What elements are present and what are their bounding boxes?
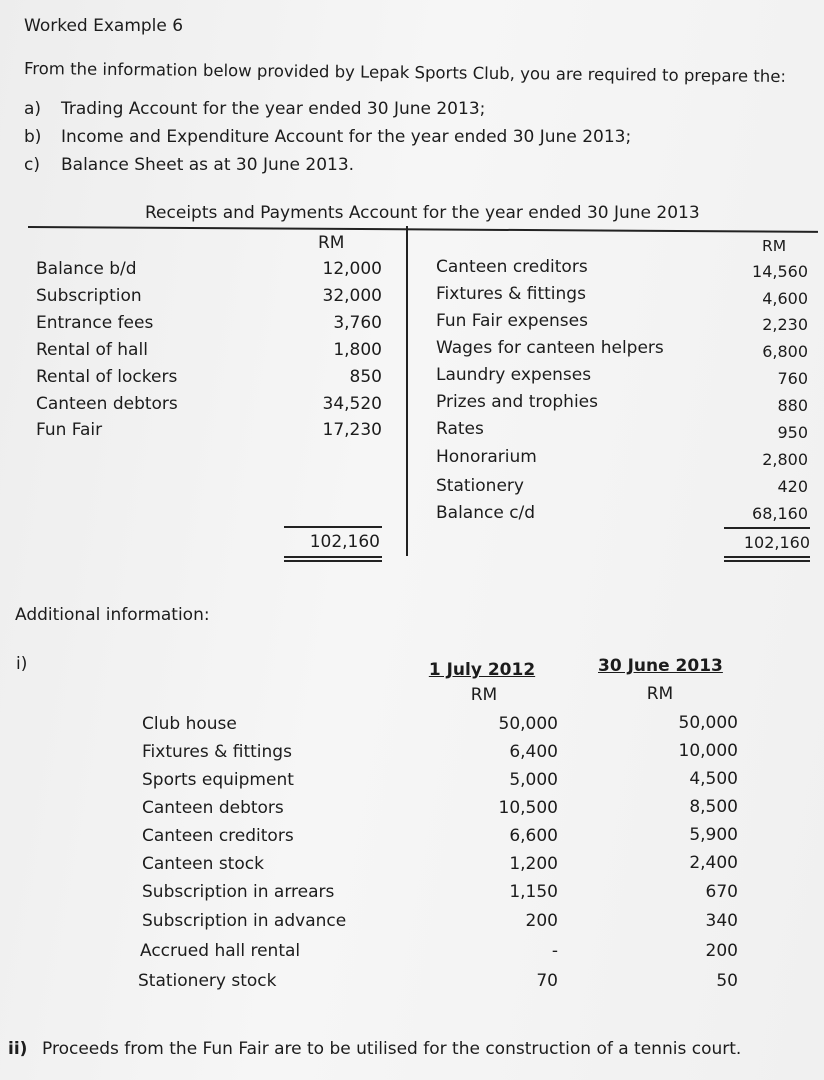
- payment-amount: 2,800: [762, 450, 808, 469]
- receipt-amount: 12,000: [322, 259, 382, 279]
- payment-amount: 68,160: [752, 504, 808, 523]
- table-row-value-2012: 1,200: [509, 854, 558, 874]
- task-b-marker: b): [24, 127, 42, 147]
- receipt-label: Rental of hall: [36, 340, 148, 360]
- additional-info-title: Additional information:: [15, 605, 210, 625]
- table-row-value-2013: 2,400: [689, 853, 738, 873]
- receipt-label: Rental of lockers: [36, 367, 178, 387]
- rp-right-total-rule: [724, 527, 810, 529]
- payment-amount: 950: [777, 423, 808, 442]
- rp-right-currency: RM: [762, 237, 787, 255]
- table-row-label: Accrued hall rental: [140, 941, 301, 961]
- receipt-label: Subscription: [36, 286, 142, 306]
- receipt-amount: 17,230: [322, 420, 382, 440]
- task-a-marker: a): [24, 99, 42, 119]
- payment-amount: 14,560: [752, 262, 808, 281]
- payment-amount: 6,800: [762, 342, 808, 361]
- payment-label: Honorarium: [436, 447, 537, 467]
- task-c-text: Balance Sheet as at 30 June 2013.: [61, 155, 355, 175]
- table-row-label: Subscription in arrears: [142, 882, 335, 902]
- table-row-value-2012: 10,500: [498, 798, 558, 818]
- table-row-value-2012: -: [551, 941, 558, 961]
- table-row-label: Club house: [142, 714, 237, 734]
- receipt-amount: 850: [349, 367, 382, 387]
- item-ii-marker: ii): [8, 1039, 28, 1059]
- rp-top-rule: [28, 226, 818, 232]
- task-c-marker: c): [24, 155, 40, 175]
- table-row-label: Canteen creditors: [142, 826, 294, 846]
- rp-right-total: 102,160: [743, 533, 810, 552]
- col-currency-2012: RM: [470, 685, 498, 705]
- payment-label: Fixtures & fittings: [436, 284, 586, 304]
- table-row-value-2013: 670: [705, 882, 738, 902]
- table-row-label: Subscription in advance: [142, 911, 347, 931]
- rp-left-double-rule-1: [284, 556, 382, 558]
- table-row-label: Stationery stock: [138, 971, 277, 991]
- rp-left-currency: RM: [318, 233, 345, 253]
- table-row-label: Canteen debtors: [142, 798, 284, 818]
- table-row-label: Fixtures & fittings: [142, 742, 292, 762]
- receipt-label: Entrance fees: [36, 313, 154, 333]
- payment-amount: 420: [777, 477, 808, 496]
- table-row-value-2013: 200: [705, 941, 738, 961]
- table-row-value-2013: 5,900: [689, 825, 738, 845]
- table-row-label: Canteen stock: [142, 854, 264, 874]
- rp-title: Receipts and Payments Account for the year ended 30 June 2013: [145, 203, 700, 223]
- receipt-label: Canteen debtors: [36, 394, 178, 414]
- payment-label: Laundry expenses: [436, 365, 592, 385]
- receipt-amount: 32,000: [322, 286, 382, 306]
- payment-amount: 760: [777, 369, 808, 388]
- payment-amount: 2,230: [762, 315, 808, 334]
- item-ii-text: Proceeds from the Fun Fair are to be utilised for the construction of a tennis court.: [42, 1039, 742, 1059]
- table-row-label: Sports equipment: [142, 770, 294, 790]
- table-row-value-2012: 200: [525, 911, 558, 931]
- task-b-text: Income and Expenditure Account for the year ended 30 June 2013;: [61, 127, 632, 147]
- rp-right-double-rule-2: [724, 560, 810, 562]
- table-row-value-2013: 50,000: [678, 713, 738, 733]
- rp-center-divider: [406, 226, 408, 556]
- table-row-value-2013: 50: [716, 971, 738, 991]
- payment-label: Fun Fair expenses: [436, 311, 588, 331]
- payment-label: Stationery: [436, 476, 524, 496]
- table-row-value-2013: 4,500: [689, 769, 738, 789]
- receipt-amount: 1,800: [333, 340, 382, 360]
- table-row-value-2012: 70: [536, 971, 558, 991]
- page-heading: Worked Example 6: [24, 16, 184, 36]
- intro-text: From the information below provided by Lepak Sports Club, you are required to prepare the:: [23, 59, 787, 86]
- task-a-text: Trading Account for the year ended 30 June 2013;: [61, 99, 486, 119]
- receipt-label: Fun Fair: [36, 420, 103, 440]
- table-row-value-2012: 5,000: [509, 770, 558, 790]
- payment-label: Prizes and trophies: [436, 392, 598, 412]
- col-currency-2013: RM: [646, 684, 674, 704]
- item-i-marker: i): [16, 654, 28, 674]
- rp-right-double-rule-1: [724, 556, 810, 558]
- rp-left-double-rule-2: [284, 560, 382, 562]
- payment-label: Balance c/d: [436, 503, 536, 523]
- table-row-value-2012: 1,150: [509, 882, 558, 902]
- table-row-value-2012: 50,000: [498, 714, 558, 734]
- rp-left-total-rule: [284, 526, 382, 528]
- table-row-value-2013: 10,000: [678, 741, 738, 761]
- payment-amount: 880: [777, 396, 808, 415]
- col-header-2013: 30 June 2013: [598, 656, 723, 676]
- table-row-value-2012: 6,400: [509, 742, 558, 762]
- table-row-value-2013: 8,500: [689, 797, 738, 817]
- receipt-label: Balance b/d: [36, 259, 137, 279]
- table-row-value-2013: 340: [705, 911, 738, 931]
- col-header-2012: 1 July 2012: [428, 660, 536, 680]
- receipt-amount: 3,760: [333, 313, 382, 333]
- table-row-value-2012: 6,600: [509, 826, 558, 846]
- payment-label: Canteen creditors: [436, 257, 588, 277]
- rp-left-total: 102,160: [309, 532, 380, 552]
- payment-amount: 4,600: [762, 289, 808, 308]
- payment-label: Rates: [436, 419, 484, 439]
- payment-label: Wages for canteen helpers: [436, 338, 664, 358]
- receipt-amount: 34,520: [322, 394, 382, 414]
